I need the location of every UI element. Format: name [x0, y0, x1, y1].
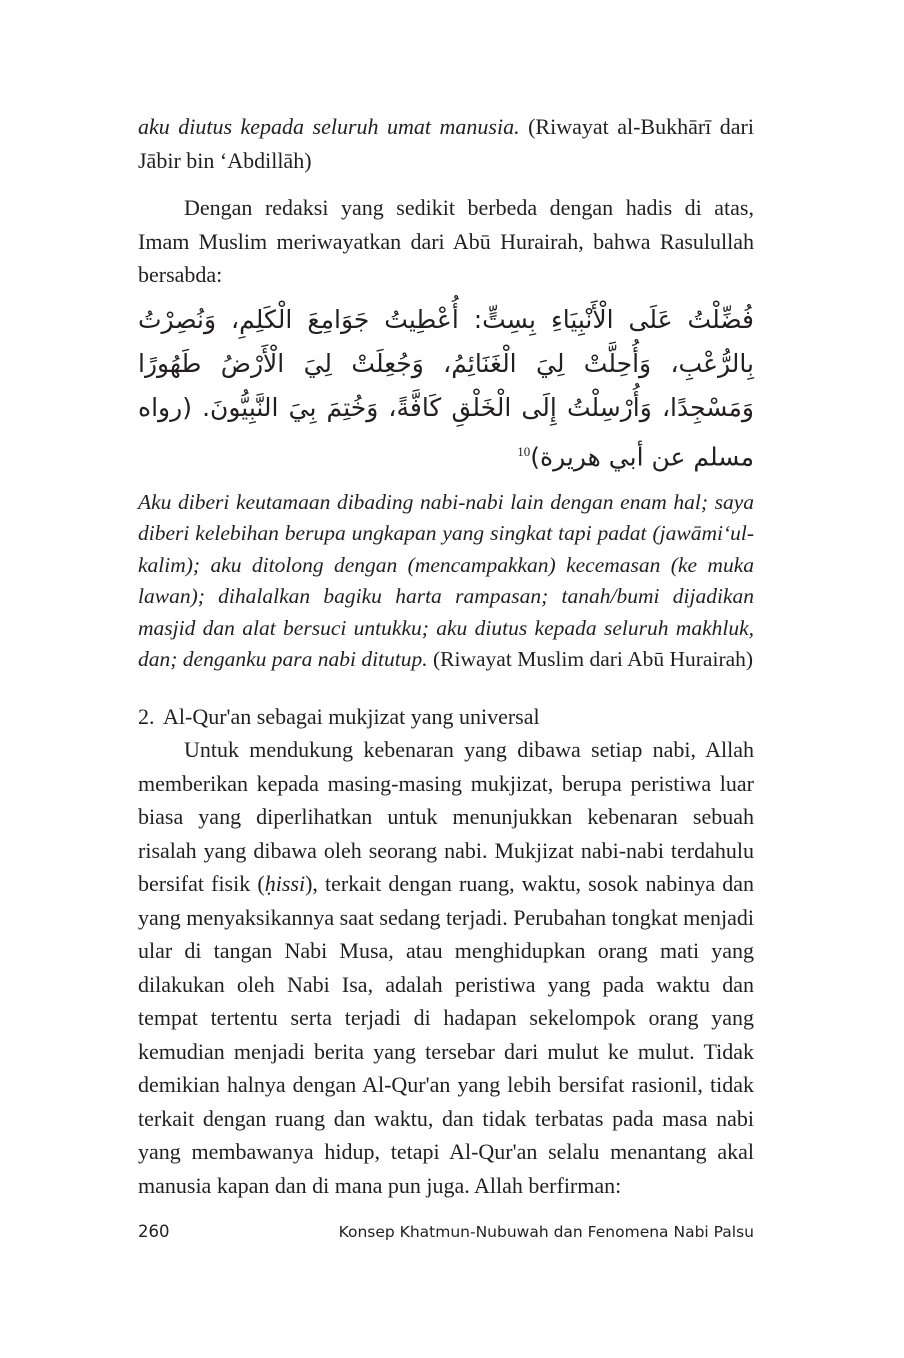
paragraph-intro: Dengan redaksi yang sedikit berbeda dengan hadis di atas, Imam Muslim meriwayatkan dari Abū Hurairah, bahwa Rasulullah bersabda: [138, 195, 754, 287]
hadith-translation-text: Aku diberi keutamaan dibading nabi-nabi lain dengan enam hal; saya diberi kelebihan berupa ungkapan yang singkat tapi padat (jawāmi‘ul-kalim); aku ditolong dengan (mencampakkan) kecemasan (ke muka lawan); dihalalkan bagiku harta rampasan; tanah/bumi dijadikan masjid dan alat bersuci untukku; aku diutus kepada seluruh makhluk, dan; denganku para nabi ditutup. [138, 489, 754, 672]
page-number: 260 [138, 1222, 170, 1241]
body-text-part1: Untuk mendukung kebenaran yang dibawa setiap nabi, Allah memberikan kepada masing-masing mukjizat, berupa peristiwa luar biasa yang diperlihatkan untuk menunjukkan kebenaran sebuah risalah yang dibawa oleh seorang nabi. Mukjizat nabi-nabi terdahulu bersifat fisik ( [138, 737, 754, 897]
body-text-part2: ), terkait dengan ruang, waktu, sosok nabinya dan yang menyaksikannya saat sedang terjadi. Perubahan tongkat menjadi ular di tangan Nabi Musa, atau menghidupkan orang mati yang dilakukan oleh Nabi Isa, adalah peristiwa yang pada waktu dan tempat tertentu serta terjadi di hadapan sekelompok orang yang kemudian menjadi berita yang tersebar dari mulut ke mulut. Tidak demikian halnya dengan Al-Qur'an yang lebih bersifat rasionil, tidak terkait dengan ruang dan waktu, dan tidak terbatas pada masa nabi yang membawanya hidup, tetapi Al-Qur'an selalu menantang akal manusia kapan dan di mana pun juga. Allah berfirman: [138, 871, 755, 1198]
hadith-translation-citation: (Riwayat Muslim dari Abū Hurairah) [427, 647, 754, 672]
footnote-marker: 10 [517, 443, 531, 459]
arabic-hadith [138, 298, 754, 479]
body-term: ḥissi [264, 871, 306, 897]
paragraph-top-italic: aku diutus kepada seluruh umat manusia. [138, 114, 520, 139]
paragraph-top-citation: (Riwayat al-Bukhārī dari Jābir bin ‘Abdillāh) [138, 114, 754, 173]
section-heading [138, 700, 754, 734]
page-footer [138, 1222, 754, 1241]
arabic-hadith-text: فُضِّلْتُ عَلَى الْأَنْبِيَاءِ بِسِتٍّ: أُعْطِيتُ جَوَامِعَ الْكَلِمِ، وَنُصِرْتُ بِالرُّعْبِ، وَأُحِلَّتْ لِيَ الْغَنَائِمُ، وَجُعِلَتْ لِيَ الْأَرْضُ طَهُورًا وَمَسْجِدًا، وَأُرْسِلْتُ إِلَى الْخَلْقِ كَافَّةً، وَخُتِمَ بِيَ النَّبِيُّونَ. (رواه مسلم عن أبي هريرة) [138, 304, 754, 471]
paragraph-top [138, 110, 754, 177]
hadith-translation [138, 487, 754, 676]
running-title: Konsep Khatmun-Nubuwah dan Fenomena Nabi Palsu [338, 1223, 754, 1241]
page-content [138, 110, 754, 1202]
section-number: 2. [138, 703, 155, 729]
section-title: Al-Qur'an sebagai mukjizat yang universal [163, 703, 540, 729]
body-paragraph [138, 733, 754, 1202]
